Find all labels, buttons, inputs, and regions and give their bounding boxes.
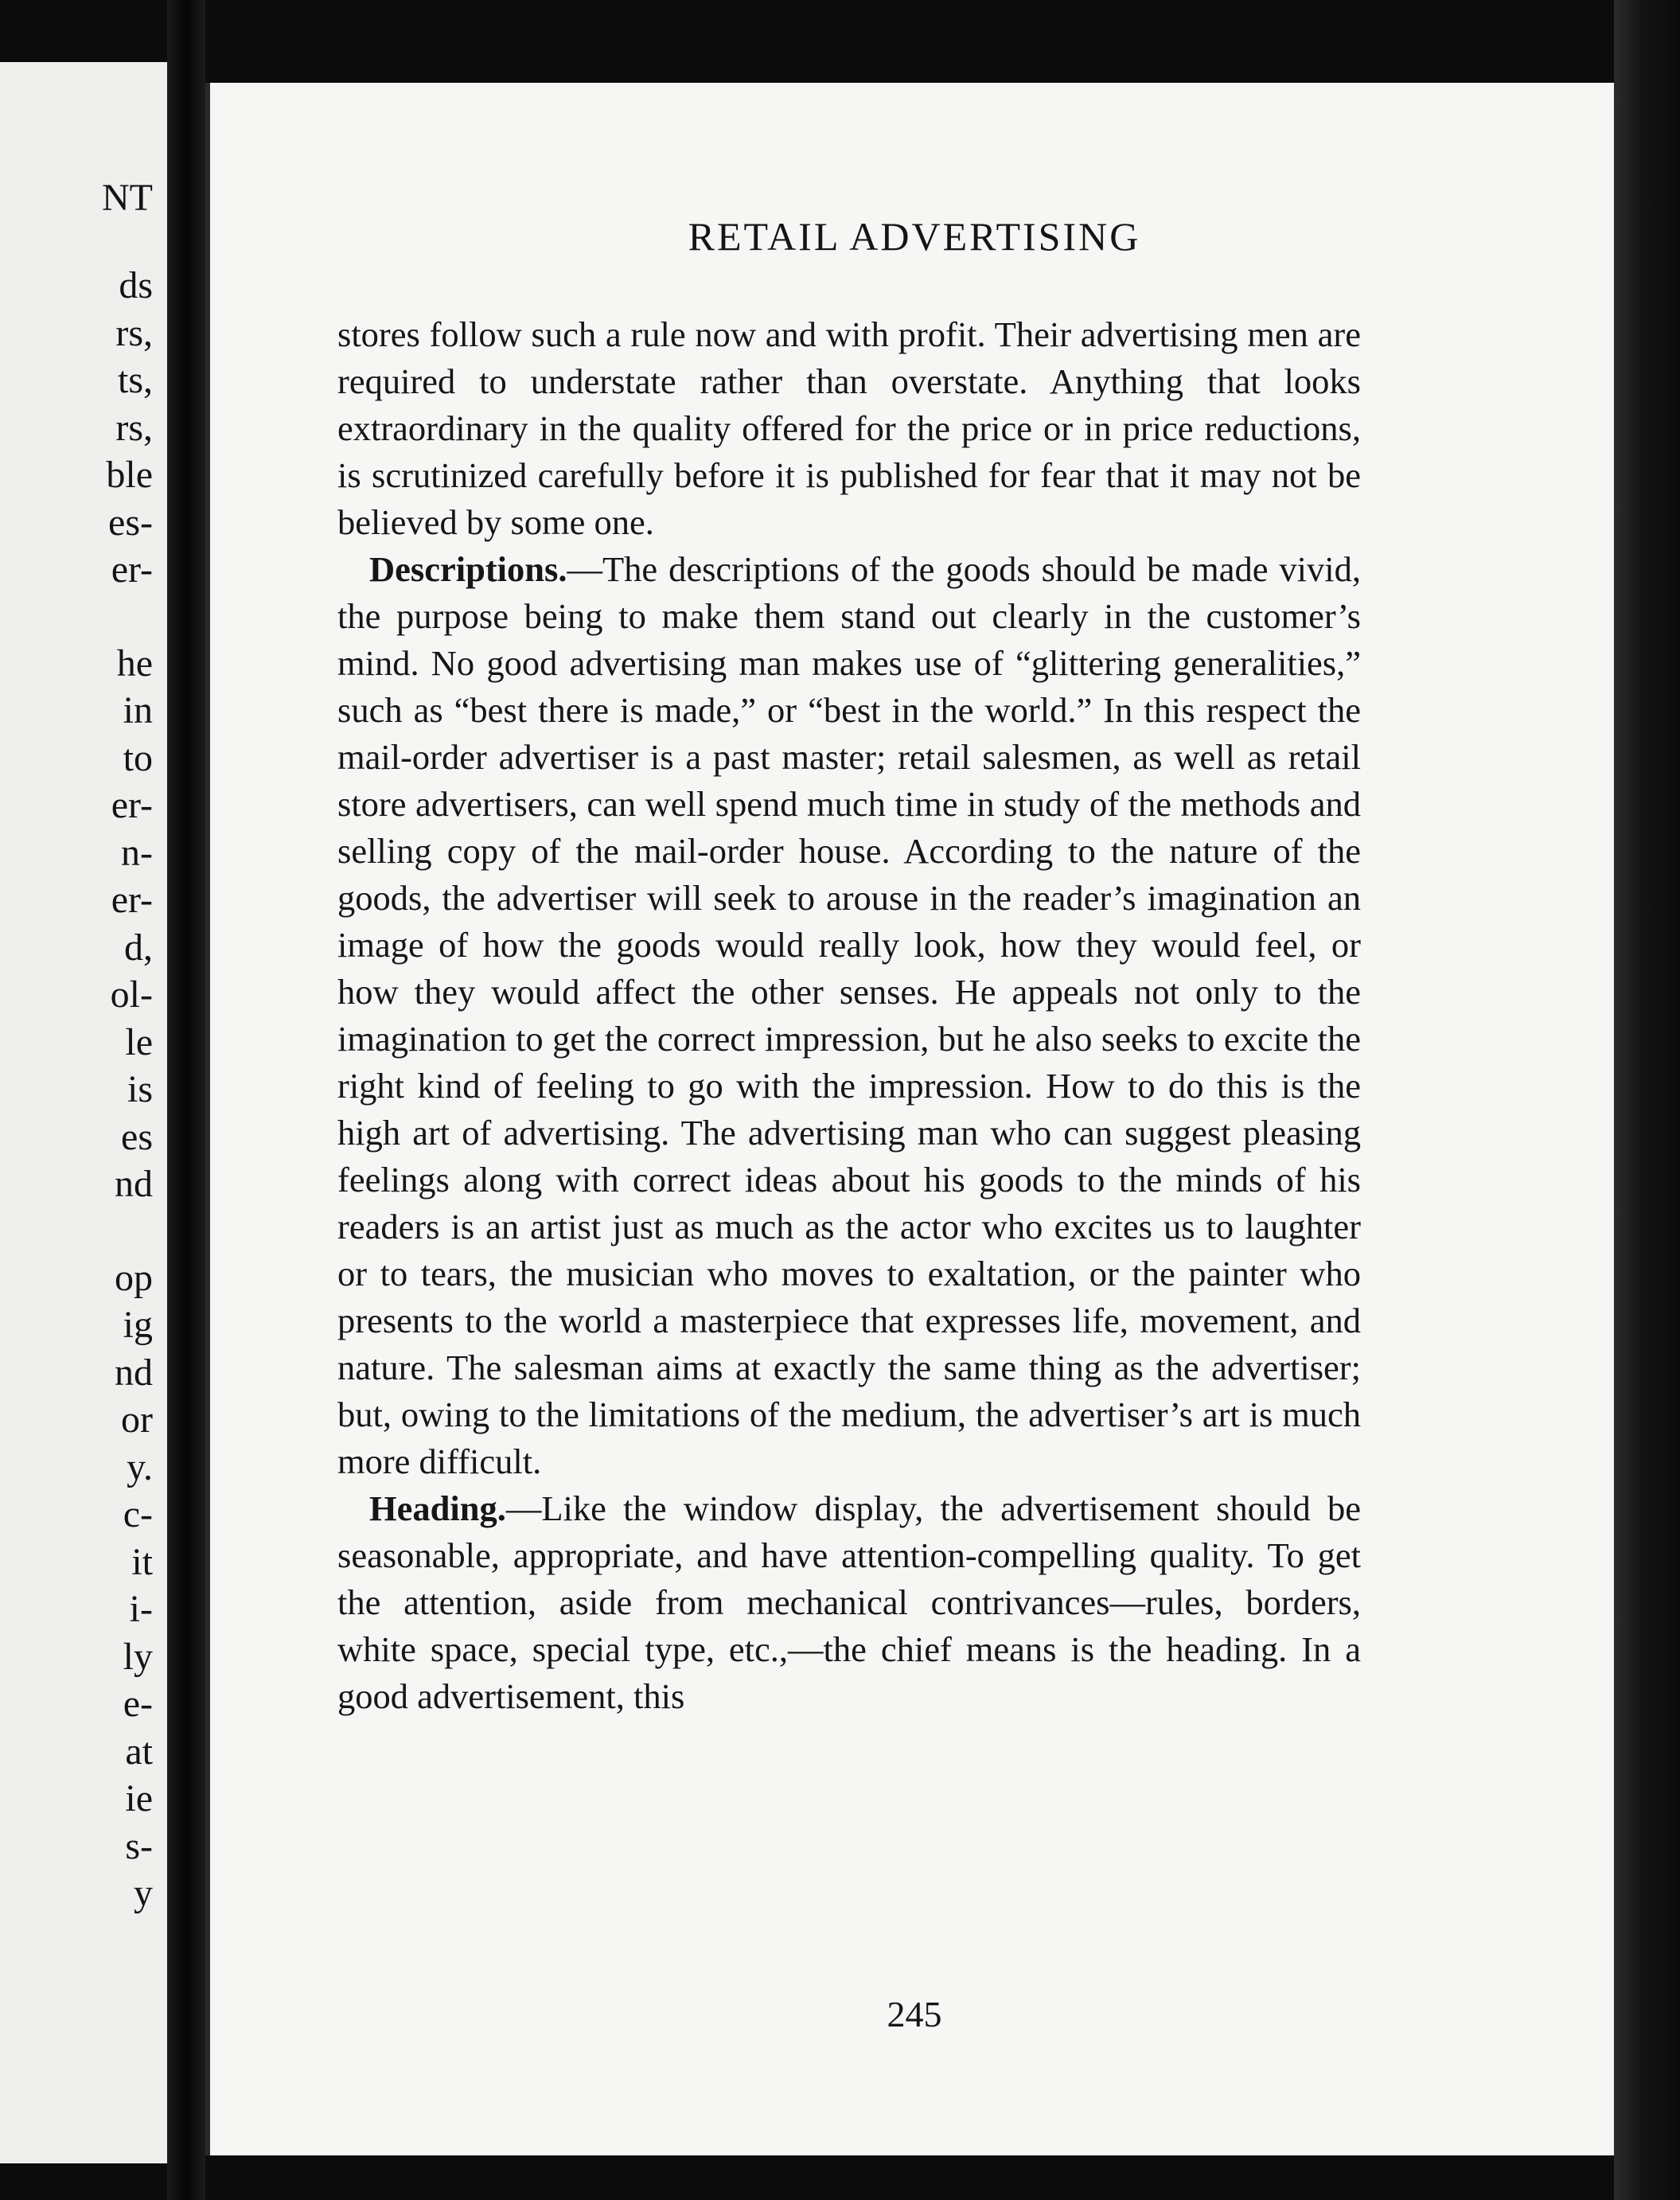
previous-page-line-fragment: ol- [110, 973, 153, 1016]
previous-page-line-fragment: s- [125, 1824, 153, 1867]
right-page-edge [1614, 0, 1680, 2200]
side-heading-descriptions: Descriptions. [369, 549, 567, 589]
previous-page-line-fragment: at [125, 1730, 153, 1773]
previous-page-line-fragment: rs, [115, 406, 153, 449]
previous-page-line-fragment: y [134, 1872, 153, 1914]
book-page [205, 83, 1619, 2155]
book-gutter [167, 0, 205, 2200]
previous-page-line-fragment: d, [124, 926, 153, 969]
previous-page-line-fragment: er- [111, 784, 153, 826]
previous-page-line-fragment: nd [115, 1163, 153, 1205]
previous-page-line-fragment: le [125, 1020, 153, 1063]
previous-page-line-fragment: nd [115, 1351, 153, 1394]
previous-page-line-fragment: ie [125, 1777, 153, 1820]
previous-page-line-fragment: to [123, 736, 153, 779]
previous-page-line-fragment: i- [129, 1588, 153, 1630]
paragraph-heading-text: —Like the window display, the advertisement should be seasonable, appropriate, and have attention-compelling quality. To get the attention, aside from mechanical contrivances—rules, borders, white space, special type, etc.,—the chief means is the heading. In a good advertisement, this [337, 1488, 1361, 1716]
paragraph-descriptions [337, 546, 1361, 1485]
previous-page-line-fragment: n- [121, 831, 153, 874]
previous-page-line-fragment: ig [123, 1304, 153, 1346]
previous-page-line-fragment: ly [123, 1635, 153, 1678]
previous-page-line-fragment: e- [123, 1683, 153, 1725]
previous-page-line-fragment: ble [106, 454, 153, 496]
previous-page-fragment [0, 62, 167, 2163]
running-head: RETAIL ADVERTISING [688, 214, 1141, 259]
side-heading-heading: Heading. [369, 1488, 506, 1528]
previous-page-line-fragment: es [121, 1115, 153, 1158]
previous-page-line-fragment: is [127, 1068, 153, 1110]
previous-page-line-fragment: rs, [115, 311, 153, 354]
previous-page-line-fragment: or [121, 1398, 153, 1441]
previous-page-line-fragment: op [115, 1256, 153, 1299]
previous-page-line-fragment: he [116, 642, 153, 685]
paragraph-1 [337, 311, 1361, 546]
body-text [337, 311, 1361, 1720]
previous-page-line-fragment: c- [123, 1493, 153, 1535]
page-number: 245 [887, 1994, 942, 2034]
paragraph-descriptions-text: —The descriptions of the goods should be made vivid, the purpose being to make them stand out clearly in the customer’s mind. No good advertising man makes use of “glittering generalities,” such as “best there is made,” or “best in the world.” In this respect the mail-order advertiser is a past master; retail salesmen, as well as retail store advertisers, can well spend much time in study of the methods and selling copy of the mail-order house. According to the nature of the goods, the advertiser will seek to arouse in the reader’s imagination an image of how the goods would really look, how they would feel, or how they would affect the other senses. He appeals not only to the imagination to get the correct impression, but he also seeks to excite the right kind of feeling to go with the impression. How to do this is the high art of advertising. The advertising man who can suggest pleasing feelings along with correct ideas about his goods to the minds of his readers is an artist just as much as the actor who excites us to laughter or to tears, the musician who moves to exaltation, or the painter who presents to the world a masterpiece that expresses life, movement, and nature. The salesman aims at exactly the same thing as the advertiser; but, owing to the limitations of the medium, the advertiser’s art is much more difficult. [337, 549, 1361, 1481]
previous-page-line-fragment: in [123, 689, 153, 731]
paragraph-1-text: stores follow such a rule now and with profit. Their advertising men are required to understate rather than overstate. Anything that looks extraordinary in the quality offered for the price or in price reductions, is scrutinized carefully before it is published for fear that it may not be believed by some one. [337, 314, 1361, 542]
previous-page-line-fragment: es- [108, 501, 153, 544]
paragraph-heading [337, 1485, 1361, 1720]
previous-page-line-fragment: it [131, 1540, 153, 1583]
previous-page-line-fragment: er- [111, 548, 153, 591]
previous-page-line-fragment: y. [127, 1445, 153, 1488]
previous-page-line-fragment: NT [102, 177, 153, 219]
previous-page-line-fragment: er- [111, 879, 153, 921]
previous-page-line-fragment: ts, [117, 359, 153, 401]
previous-page-line-fragment: ds [119, 264, 153, 306]
